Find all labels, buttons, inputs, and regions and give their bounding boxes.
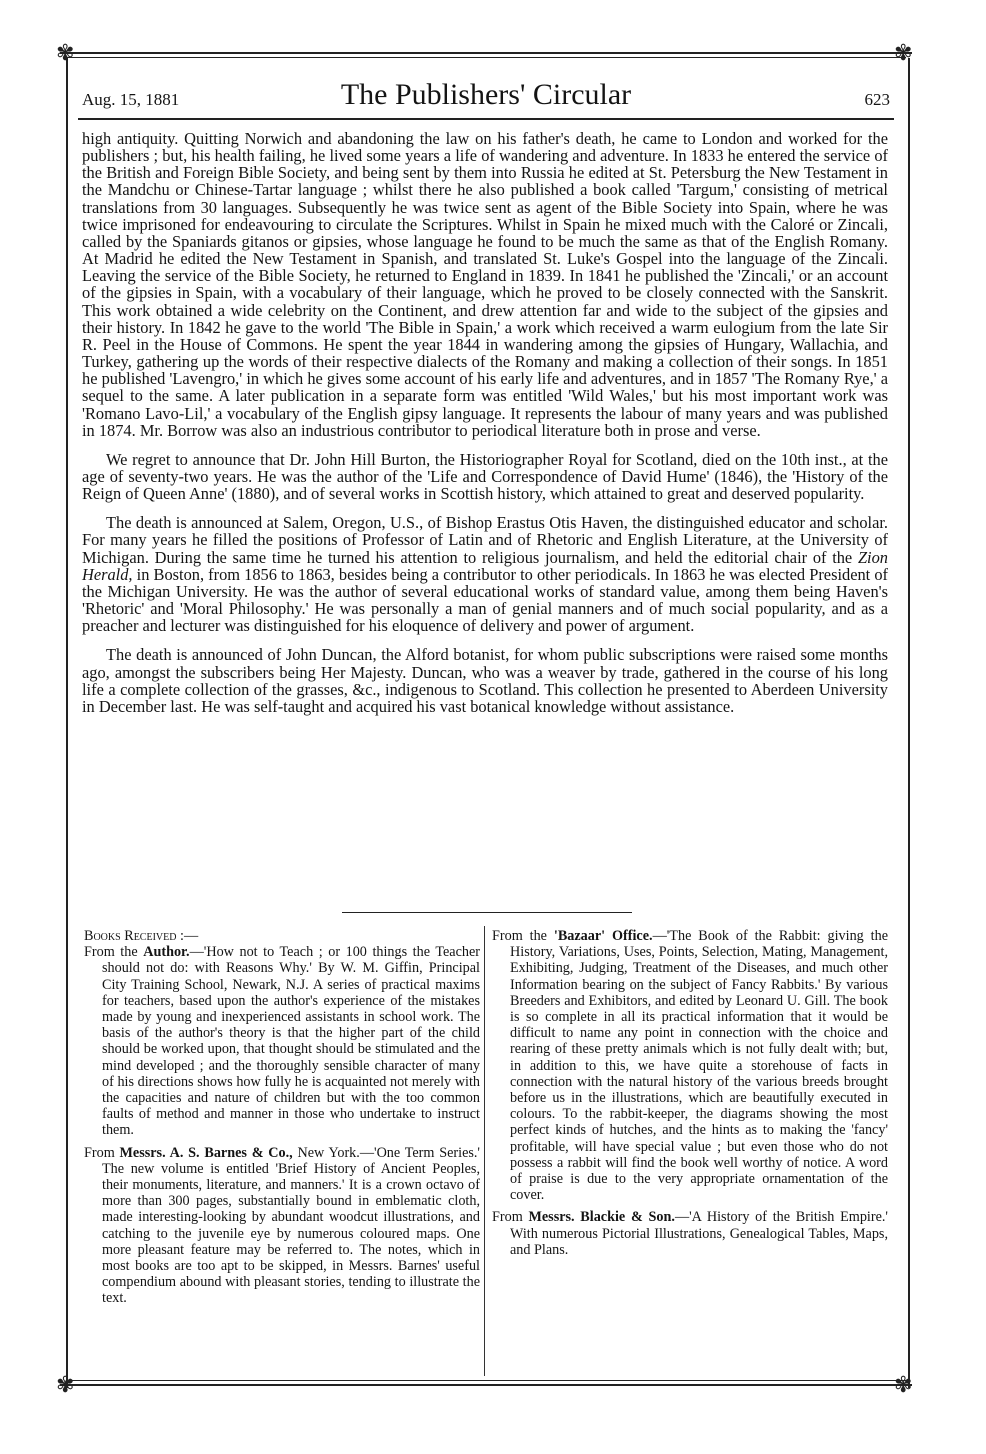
book-entry-blackie: From Messrs. Blackie & Son.—'A History of the British Empire.' With numerous Pictorial Illustrations, Genealogical Tables, Maps, and Plans. (492, 1209, 888, 1258)
paragraph-duncan: The death is announced of John Duncan, the Alford botanist, for whom public subscriptions were raised some months ago, amongst the subscribers being Her Majesty. Duncan, who was a weaver by trade, gathered in the course of his long life a complete collection of the grasses, &c., indigenous to Scotland. This collection he presented to Aberdeen University in December last. He was self-taught and acquired his vast botanical knowledge without assistance. (82, 645, 888, 716)
book-entry-author: From the Author.—'How not to Teach ; or 100 things the Teacher should not do: with Reasons Why.' By W. M. Giffin, Principal City Training School, Newark, N.J. A series of practical maxims for teachers, based upon the author's experience of the mistakes made by young and inexperienced assistants in school work. The basis of the author's theory is that the higher part of the child should be worked upon, that thought should be stimulated and the mind developed ; and the thoroughly sensible character of many of his directions shows how fully he is acquainted not merely with the capacities and nature of children but with the too common faults of method and manner in those who undertake to instruct them. (84, 944, 480, 1139)
corner-ornament-icon: ✾ (894, 40, 913, 65)
paragraph-burton: We regret to announce that Dr. John Hill Burton, the Historiographer Royal for Scotland, died on the 10th inst., at the age of seventy-two years. He was the author of the 'Life and Correspondence of David Hume' (1846), the 'History of the Reign of Queen Anne' (1880), and of several works in Scottish history, which attained to great and deserved popularity. (82, 449, 888, 504)
paragraph-haven: The death is announced at Salem, Oregon, U.S., of Bishop Erastus Otis Haven, the distinguished educator and scholar. For many years he filled the positions of Professor of Latin and of Rhetoric and English Literature, at the University of Michigan. During the same time he turned his attention to religious journalism, and held the editorial chair of the Zion Herald, in Boston, from 1856 to 1863, besides being a contributor to other periodicals. In 1863 he was elected President of the Michigan University. He was the author of several educational works of standard value, among them being Haven's 'Rhetoric' and 'Moral Philosophy.' He was personally a man of genial manners and of much social popularity, and as a preacher and lecturer was distinguished for his eloquence of delivery and power of argument. (82, 513, 888, 636)
italic-title: Zion Herald, (82, 547, 888, 584)
top-border-rule (60, 52, 912, 54)
publication-title: The Publishers' Circular (340, 78, 632, 111)
books-received-left-column (84, 928, 480, 1313)
books-received-right-column (492, 928, 888, 1264)
book-entry-barnes: From Messrs. A. S. Barnes & Co., New York.—'One Term Series.' The new volume is entitled 'Brief History of Ancient Peoples, their monuments, literature, and manners.' It is a crown octavo of more than 300 pages, substantially bound in emblematic cloth, made interesting-looking by abundant woodcut illustrations, and catching to the juvenile eye by numerous coloured maps. One more pleasant feature may be referred to. The notes, which in most books are too apt to be skipped, in Messrs. Barnes' useful compendium abound with pleasant stories, tending to illustrate the text. (84, 1144, 480, 1307)
header-rule (78, 118, 894, 120)
books-received-heading: Books Received :— (84, 928, 199, 944)
bottom-border-inner-rule (66, 1380, 906, 1381)
column-rule (484, 926, 485, 1376)
running-header (82, 78, 890, 114)
page-number: 623 (864, 90, 890, 109)
paragraph-borrow: high antiquity. Quitting Norwich and abandoning the law on his father's death, he came to London and worked for the publishers ; but, his health failing, he lived some years a life of wandering and adventure. In 1833 he entered the service of the British and Foreign Bible Society, and being sent by them into Russia he edited at St. Petersburg the New Testament in the Mandchu or Chinese-Tartar language ; whilst there he also published a book called 'Targum,' consisting of metrical translations from 30 languages. Subsequently he was twice sent as agent of the Bible Society into Spain, where he was twice imprisoned for endeavouring to circulate the Scriptures. Whilst in Spain he mixed much with the Caloré or Zincali, called by the Spaniards gitanos or gipsies, whose language he found to be much the same as that of the English Romany. At Madrid he edited the New Testament in Spanish, and translated St. Luke's Gospel into the language of the Zincali. Leaving the service of the Bible Society, he returned to England in 1839. In 1841 he published the 'Zincali,' or an account of the gipsies in Spain, with a vocabulary of their language, which he proved to be closely connected with the Sanskrit. This work obtained a wide celebrity on the Continent, and drew attention far and wide to the subject of the gipsies and their history. In 1842 he gave to the world 'The Bible in Spain,' a work which received a warm eulogium from the late Sir R. Peel in the House of Commons. He spent the year 1844 in wandering among the gipsies of Hungary, Wallachia, and Turkey, gathering up the words of their respective dialects of the Romany and making a collection of their songs. In 1851 he published 'Lavengro,' in which he gives some account of his early life and adventures, and in 1857 'The Romany Rye,' a sequel to the same. A later publication in a separate form was entitled 'Wild Wales,' but his most important work was 'Romano Lavo-Lil,' a vocabulary of the English gipsy language. It represents the labour of many years and was published in 1874. Mr. Borrow was also an industrious contributor to periodical literature both in prose and verse. (82, 129, 888, 440)
corner-ornament-icon: ✾ (56, 1372, 75, 1397)
section-divider (342, 912, 632, 913)
bottom-border-rule (60, 1384, 912, 1386)
main-text (82, 130, 888, 715)
corner-ornament-icon: ✾ (894, 1372, 913, 1397)
issue-date: Aug. 15, 1881 (82, 90, 180, 109)
book-entry-bazaar: From the 'Bazaar' Office.—'The Book of the Rabbit: giving the History, Variations, Uses, Points, Selection, Mating, Management, Exhibiting, Judging, Treatment of the Diseases, and much other Information bearing on the subject of Fancy Rabbits.' By various Breeders and Exhibitors, and edited by Leonard U. Gill. The book is so complete in all its practical information that it would be difficult to name any point in connection with the choice and rearing of these pretty animals which is not fully dealt with; but, in addition to this, we have quite a storehouse of facts in connection with the natural history of the various breeds brought before us in the illustrations, which are beautifully executed in colours. To the rabbit-keeper, the diagrams showing the most perfect kinds of hutches, and the hints as to making the 'fancy' profitable, will have special value ; but even those who do not possess a rabbit will find the book well worthy of notice. A word of praise is due to the very appropriate ornamentation of the cover. (492, 928, 888, 1204)
corner-ornament-icon: ✾ (56, 40, 75, 65)
